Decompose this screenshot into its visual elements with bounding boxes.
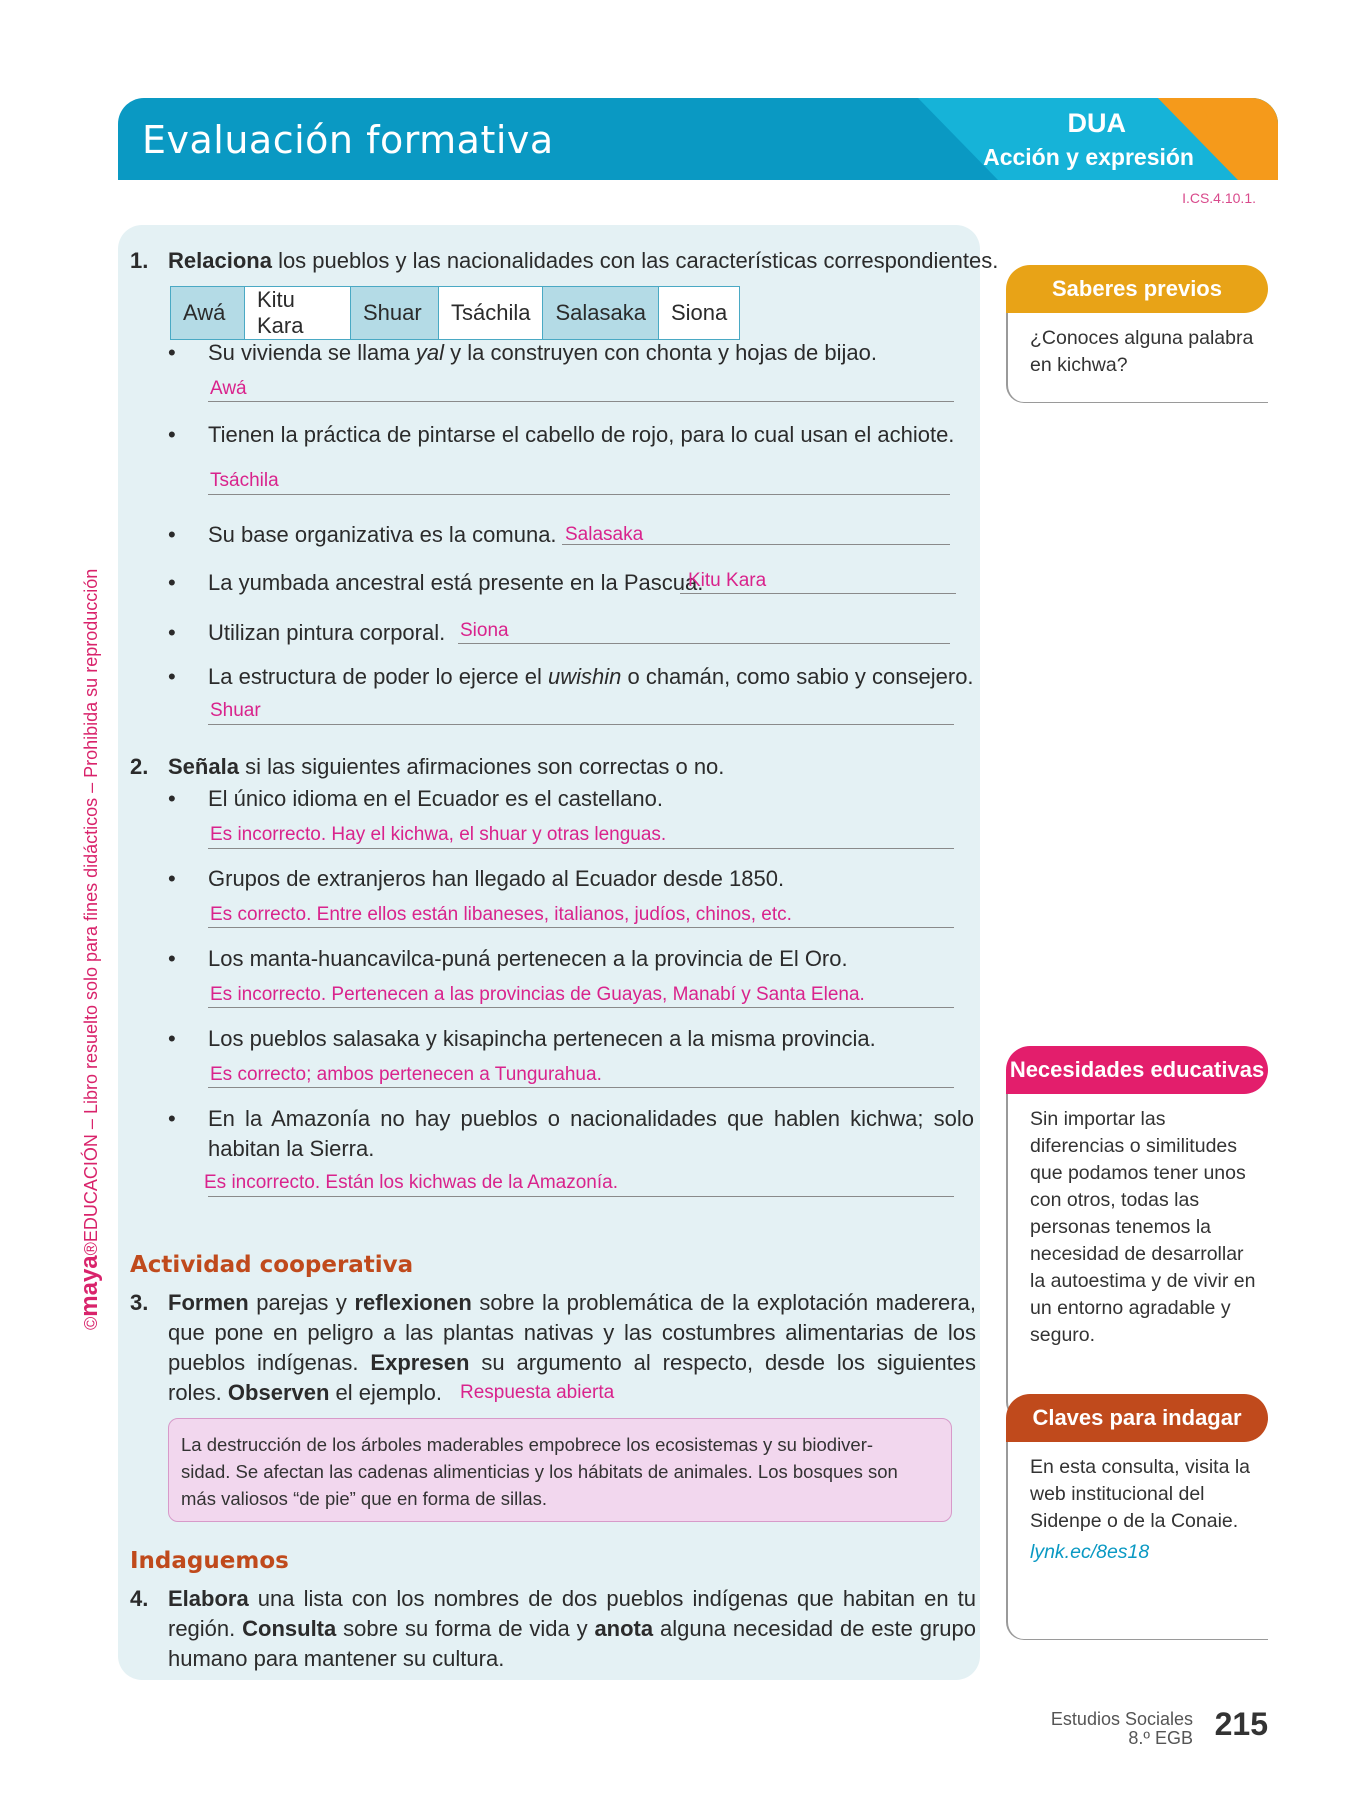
question-2	[130, 752, 724, 782]
bullet: •	[168, 1106, 176, 1131]
verb: Observen	[227, 1380, 330, 1405]
bullet: •	[168, 786, 176, 811]
page-title: Evaluación formativa	[142, 118, 554, 162]
copyright-symbol: ©	[81, 1316, 101, 1330]
answer-line	[208, 724, 954, 725]
q1-item-text: La estructura de poder lo ejerce el uwishin o chamán, como sabio y consejero.	[208, 664, 974, 689]
text: alguna necesidad de este grupo	[659, 1616, 976, 1641]
claves-text: En esta consulta, visita la web institucional del Sidenpe o de la Conaie.	[1030, 1456, 1251, 1532]
nation-cell: Kitu Kara	[245, 287, 351, 340]
claves-link[interactable]: lynk.ec/8es18	[1030, 1541, 1150, 1563]
question-3-line2: que pone en peligro a las plantas nativas y las costumbres alimentarias de los	[168, 1320, 976, 1345]
verb: anota	[594, 1616, 654, 1641]
q2-answer[interactable]: Es incorrecto. Hay el kichwa, el shuar y otras lenguas.	[210, 824, 667, 845]
example-line: sidad. Se afectan las cadenas alimenticias y los hábitats de animales. Los bosques son	[181, 1461, 898, 1482]
question-4-line2	[168, 1614, 976, 1644]
answer-line	[208, 1087, 954, 1088]
necesidades-box	[1006, 1046, 1268, 1420]
dua-title: DUA	[1067, 108, 1126, 138]
claves-title: Claves para indagar	[1006, 1394, 1268, 1442]
text: parejas y	[256, 1290, 347, 1315]
bullet: •	[168, 946, 176, 971]
subject-name: Estudios Sociales	[1050, 1709, 1193, 1729]
claves-box	[1006, 1394, 1268, 1640]
question-number: 2.	[130, 754, 149, 779]
page-number: 215	[1214, 1706, 1268, 1742]
text: pueblos indígenas.	[168, 1350, 359, 1375]
section-title-cooperativa: Actividad cooperativa	[130, 1252, 414, 1278]
bullet: •	[168, 570, 176, 595]
nation-cell: Salasaka	[543, 287, 659, 340]
bullet: •	[168, 340, 176, 365]
q1-item-text: La yumbada ancestral está presente en la Pascua.	[208, 570, 704, 595]
nation-cell: Awá	[171, 287, 245, 340]
q2-item-text: El único idioma en el Ecuador es el castellano.	[208, 786, 663, 811]
q1-answer[interactable]: Siona	[460, 620, 509, 641]
q2-item-text: En la Amazonía no hay pueblos o nacionalidades que hablen kichwa; solo	[208, 1106, 974, 1131]
verb: Consulta	[242, 1616, 337, 1641]
q2-answer[interactable]: Es incorrecto. Están los kichwas de la Amazonía.	[204, 1172, 618, 1193]
q2-answer[interactable]: Es correcto. Entre ellos están libaneses, italianos, judíos, chinos, etc.	[210, 904, 792, 925]
bullet: •	[168, 1026, 176, 1051]
registered-mark: ®	[81, 1242, 101, 1256]
question-4-line1	[130, 1584, 976, 1614]
saberes-previos-title: Saberes previos	[1006, 265, 1268, 313]
verb: Expresen	[370, 1350, 470, 1375]
answer-line	[680, 593, 956, 594]
necesidades-title: Necesidades educativas	[1006, 1046, 1268, 1094]
text: sobre su forma de vida y	[343, 1616, 588, 1641]
q1-item-text: Su base organizativa es la comuna.	[208, 522, 557, 547]
header-banner	[118, 98, 1278, 180]
question-3-line3	[168, 1348, 976, 1378]
nation-cell: Siona	[659, 287, 740, 340]
text: su argumento al respecto, desde los siguientes	[481, 1350, 976, 1375]
bullet: •	[168, 422, 176, 447]
bullet: •	[168, 620, 176, 645]
saberes-previos-box	[1006, 265, 1268, 403]
answer-line	[208, 927, 954, 928]
claves-body	[1006, 1442, 1268, 1640]
q2-item-text-cont: habitan la Sierra.	[208, 1136, 375, 1161]
copyright-text: EDUCACIÓN – Libro resuelto solo para fines didácticos – Prohibida su reproducción	[81, 568, 101, 1243]
example-line: más valiosos “de pie” que en forma de sillas.	[181, 1488, 548, 1509]
example-line: La destrucción de los árboles maderables empobrece los ecosistemas y su biodiver-	[181, 1434, 874, 1455]
verb: Formen	[168, 1290, 249, 1315]
question-number: 3.	[130, 1290, 149, 1315]
example-box	[168, 1418, 952, 1522]
answer-line	[208, 494, 950, 495]
grade-label: 8.º EGB	[1128, 1728, 1193, 1748]
saberes-previos-body: ¿Conoces alguna palabra en kichwa?	[1006, 313, 1268, 403]
question-verb: Señala	[168, 754, 239, 779]
q3-answer[interactable]: Respuesta abierta	[460, 1382, 615, 1403]
question-3-line4	[168, 1378, 442, 1408]
question-number: 4.	[130, 1586, 149, 1611]
text: sobre la problemática de la explotación maderera,	[479, 1290, 976, 1315]
answer-line	[562, 544, 950, 545]
q2-answer[interactable]: Es incorrecto. Pertenecen a las provincias de Guayas, Manabí y Santa Elena.	[210, 984, 865, 1005]
question-1	[130, 246, 998, 276]
verb: reflexionen	[354, 1290, 472, 1315]
q2-item-text: Los pueblos salasaka y kisapincha pertenecen a la misma provincia.	[208, 1026, 876, 1051]
text: el ejemplo.	[335, 1380, 442, 1405]
q1-item-text: Su vivienda se llama yal y la construyen con chonta y hojas de bijao.	[208, 340, 877, 365]
text: región.	[168, 1616, 236, 1641]
q2-answer[interactable]: Es correcto; ambos pertenecen a Tungurahua.	[210, 1064, 602, 1085]
answer-line	[208, 401, 954, 402]
answer-line	[208, 1196, 954, 1197]
indicator-code: I.CS.4.10.1.	[1182, 190, 1256, 206]
q1-answer[interactable]: Shuar	[210, 700, 261, 721]
question-verb: Relaciona	[168, 248, 272, 273]
nations-table	[170, 286, 740, 340]
nation-cell: Shuar	[351, 287, 439, 340]
question-text: si las siguientes afirmaciones son correctas o no.	[245, 754, 725, 779]
question-text: los pueblos y las nacionalidades con las características correspondientes.	[278, 248, 999, 273]
q1-answer[interactable]: Salasaka	[565, 524, 644, 545]
section-title-indaguemos: Indaguemos	[130, 1548, 289, 1574]
q1-answer[interactable]: Awá	[210, 378, 247, 399]
q2-item-text: Grupos de extranjeros han llegado al Ecuador desde 1850.	[208, 866, 785, 891]
q1-item-text: Tienen la práctica de pintarse el cabello de rojo, para lo cual usan el achiote.	[208, 422, 955, 447]
footer-subject	[1051, 1710, 1193, 1748]
text: roles.	[168, 1380, 222, 1405]
dua-subtitle: Acción y expresión	[983, 144, 1194, 170]
q1-answer[interactable]: Kitu Kara	[688, 570, 767, 591]
necesidades-body: Sin importar las diferencias o similitudes que podamos tener unos con otros, todas las personas tenemos la necesidad de desarrollar la autoestima y de vivir en un entorno agradable y seguro.	[1006, 1094, 1268, 1420]
brand-logo-text: maya	[76, 1255, 103, 1317]
q1-answer[interactable]: Tsáchila	[210, 470, 279, 491]
bullet: •	[168, 866, 176, 891]
q1-item-text: Utilizan pintura corporal.	[208, 620, 446, 645]
bullet: •	[168, 664, 176, 689]
text: una lista con los nombres de dos pueblos indígenas que habitan en tu	[257, 1586, 976, 1611]
answer-line	[458, 643, 950, 644]
question-3-line1	[130, 1288, 976, 1318]
copyright-vertical	[76, 569, 104, 1330]
nation-cell: Tsáchila	[439, 287, 543, 340]
bullet: •	[168, 522, 176, 547]
question-number: 1.	[130, 248, 149, 273]
answer-line	[208, 1007, 954, 1008]
answer-line	[208, 848, 954, 849]
question-4-line3: humano para mantener su cultura.	[168, 1646, 505, 1671]
q2-item-text: Los manta-huancavilca-puná pertenecen a la provincia de El Oro.	[208, 946, 848, 971]
verb: Elabora	[168, 1586, 249, 1611]
